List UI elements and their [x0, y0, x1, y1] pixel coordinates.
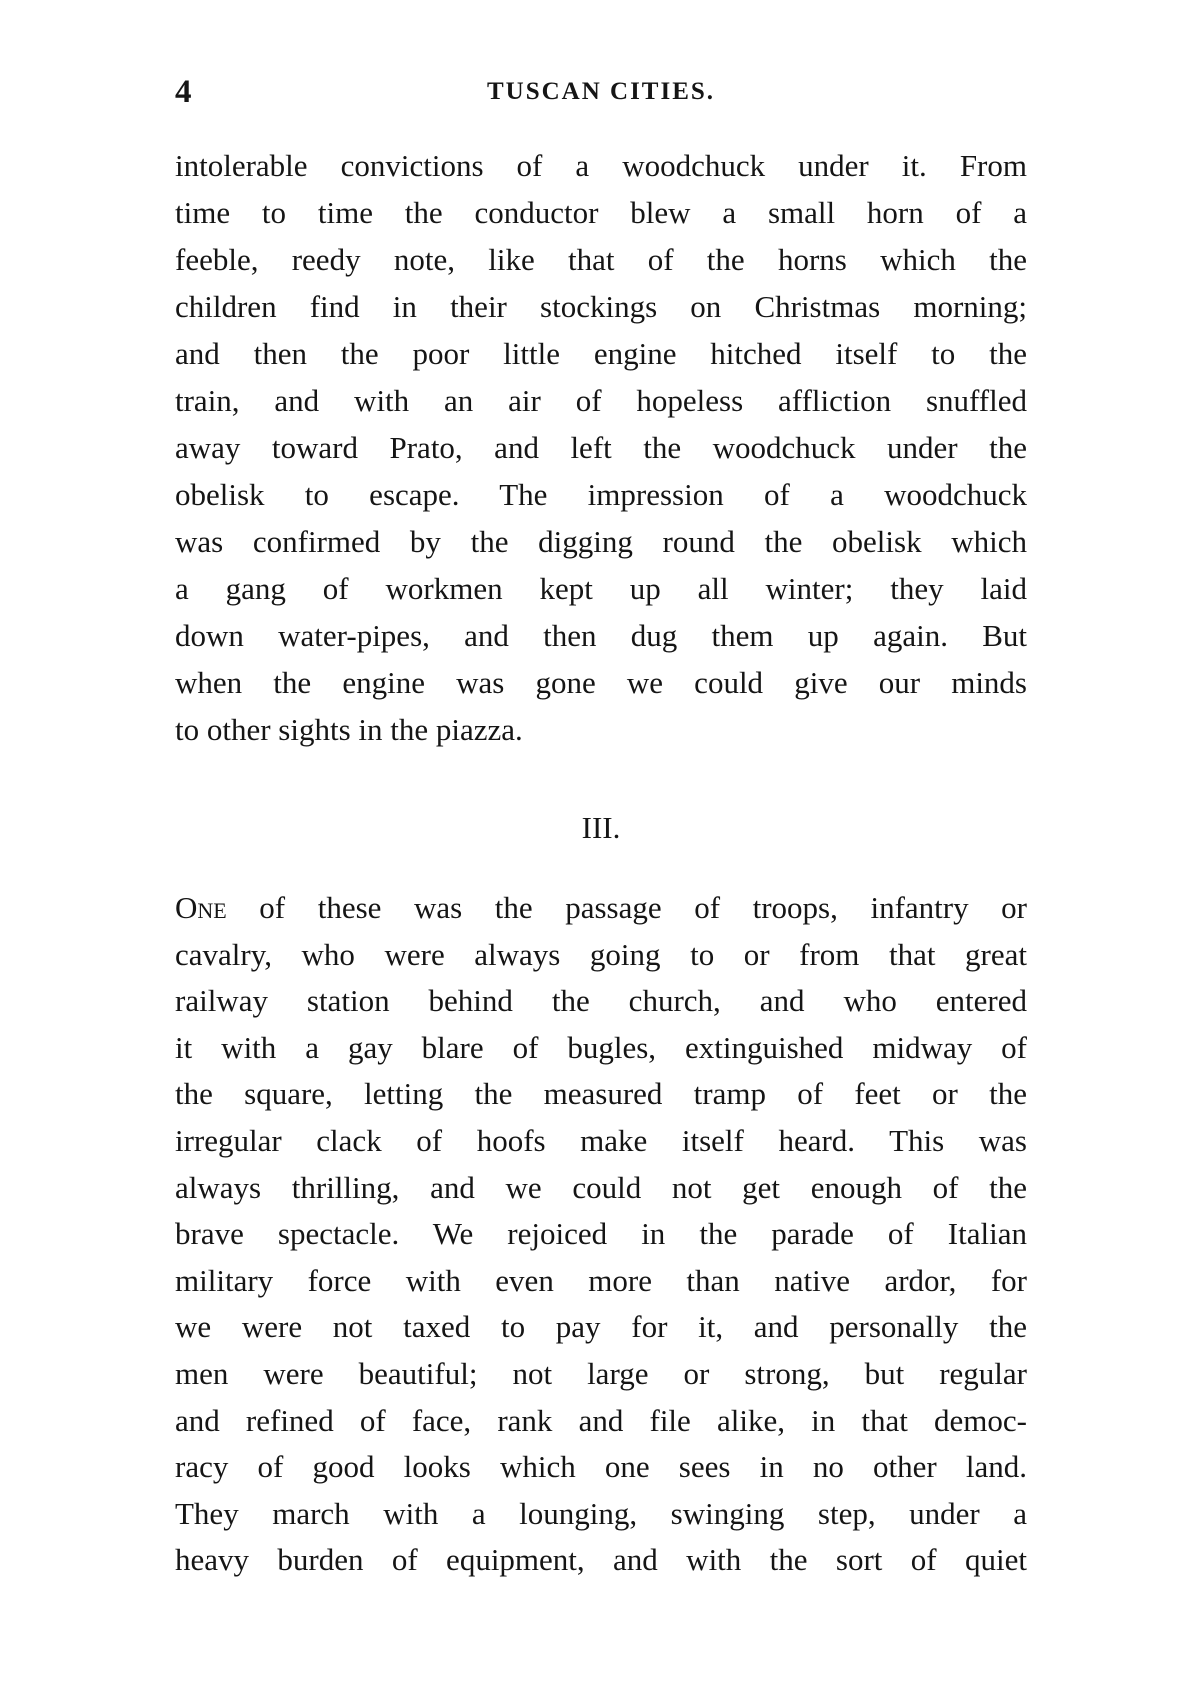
text-line: when the engine was gone we could give our minds: [175, 665, 1027, 700]
text-line: to other sights in the piazza.: [175, 712, 523, 747]
section-heading: III.: [581, 810, 621, 845]
text-line: intolerable convictions of a woodchuck under it. From: [175, 148, 1027, 183]
text-line: time to time the conductor blew a small horn of a: [175, 195, 1027, 230]
drop-word: One: [175, 890, 227, 925]
text-line: obelisk to escape. The impression of a woodchuck: [175, 477, 1027, 512]
text-line: cavalry, who were always going to or from that great: [175, 936, 1027, 972]
text-line: and then the poor little engine hitched itself to the: [175, 336, 1027, 371]
running-head: [175, 70, 1027, 114]
text-line: the square, letting the measured tramp of feet or the: [175, 1076, 1027, 1112]
text-line: They march with a lounging, swinging step, under a: [175, 1495, 1027, 1531]
text-line: children find in their stockings on Christmas morning;: [175, 289, 1027, 324]
text-line: we were not taxed to pay for it, and personally the: [175, 1309, 1027, 1345]
text-line: irregular clack of hoofs make itself heard. This was: [175, 1122, 1027, 1158]
text-line: away toward Prato, and left the woodchuck under the: [175, 430, 1027, 465]
text-line: brave spectacle. We rejoiced in the parade of Italian: [175, 1216, 1027, 1252]
paragraph-1: [175, 142, 1027, 753]
text-line: it with a gay blare of bugles, extinguished midway of: [175, 1029, 1027, 1065]
text-line: train, and with an air of hopeless affliction snuffled: [175, 383, 1027, 418]
text-line: men were beautiful; not large or strong, but regular: [175, 1355, 1027, 1391]
text-line: feeble, reedy note, like that of the horns which the: [175, 242, 1027, 277]
text-line: heavy burden of equipment, and with the sort of quiet: [175, 1542, 1027, 1578]
page-number: 4: [175, 74, 192, 110]
text-line: and refined of face, rank and file alike, in that democ-: [175, 1402, 1027, 1438]
running-title: TUSCAN CITIES.: [486, 78, 716, 105]
text-line: a gang of workmen kept up all winter; they laid: [175, 571, 1027, 606]
text-line-first: [175, 885, 1027, 932]
paragraph-2: [175, 885, 1027, 1584]
text-line: always thrilling, and we could not get enough of the: [175, 1169, 1027, 1205]
text-line: down water-pipes, and then dug them up again. But: [175, 618, 1027, 653]
text-line: railway station behind the church, and who entered: [175, 983, 1027, 1019]
text-line: was confirmed by the digging round the obelisk which: [175, 524, 1027, 559]
text-line: racy of good looks which one sees in no other land.: [175, 1449, 1027, 1485]
first-line-rest: of these was the passage of troops, infantry or: [226, 890, 1027, 925]
text-line: military force with even more than native ardor, for: [175, 1262, 1027, 1298]
